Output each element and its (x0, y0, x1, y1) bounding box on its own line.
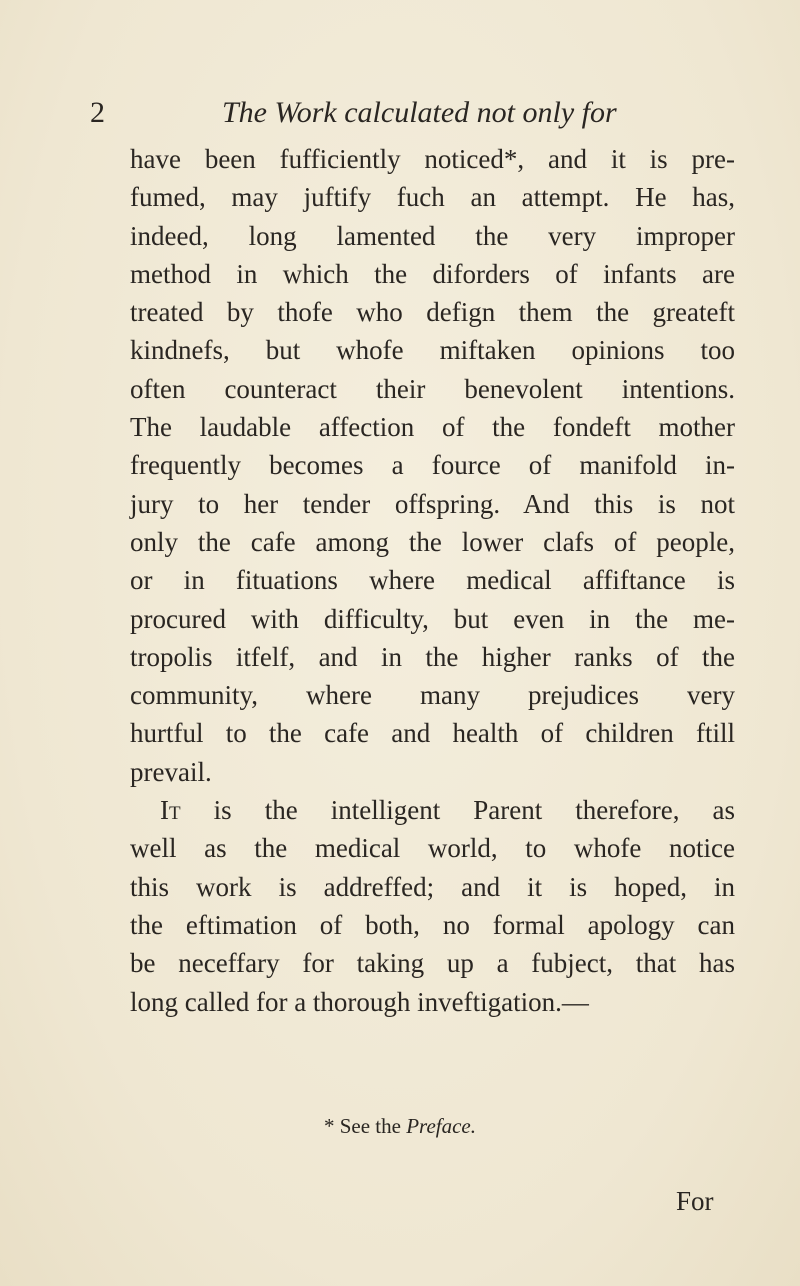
text-line: frequently becomes a fource of manifold in- (130, 450, 735, 481)
text-line: jury to her tender offspring. And this is not (130, 488, 735, 519)
text-line: be neceffary for taking up a fubject, that has (130, 948, 735, 979)
text-line: often counteract their benevolent intentions. (130, 373, 735, 404)
footnote (0, 1114, 800, 1139)
text-line: tropolis itfelf, and in the higher ranks of the (130, 641, 735, 672)
paragraph-start-rest: is the intelligent Parent therefore, as (180, 795, 735, 826)
text-line: The laudable affection of the fondeft mother (130, 412, 735, 443)
text-line: fumed, may juftify fuch an attempt. He has, (130, 182, 735, 213)
paragraph-initial-word: It (160, 795, 181, 826)
footnote-italic: Preface. (406, 1114, 476, 1138)
text-line: procured with difficulty, but even in the me- (130, 603, 735, 634)
text-line: only the cafe among the lower clafs of people, (130, 526, 735, 557)
text-line: hurtful to the cafe and health of children ftill (130, 718, 735, 749)
footnote-prefix: * See the (323, 1114, 407, 1138)
paragraph-start-line (130, 791, 735, 829)
text-line: long called for a thorough inveftigation.— (130, 986, 589, 1017)
page-number: 2 (90, 96, 105, 129)
text-line: well as the medical world, to whofe notice (130, 833, 735, 864)
text-line: indeed, long lamented the very improper (130, 220, 735, 251)
text-line: or in fituations where medical affiftance is (130, 565, 735, 596)
text-line: prevail. (130, 756, 212, 787)
text-line: treated by thofe who defign them the greateft (130, 297, 735, 328)
text-line: the eftimation of both, no formal apology can (130, 909, 735, 940)
text-line: kindnefs, but whofe miftaken opinions too (130, 335, 735, 366)
page-header (90, 96, 730, 136)
text-line: community, where many prejudices very (130, 680, 735, 711)
text-line: this work is addreffed; and it is hoped, in (130, 871, 735, 902)
catchword: For (676, 1186, 714, 1216)
body-text (130, 140, 735, 1021)
text-line: have been fufficiently noticed*, and it is pre- (130, 144, 735, 174)
text-line: method in which the diforders of infants are (130, 258, 735, 289)
running-head: The Work calculated not only for (222, 96, 617, 129)
